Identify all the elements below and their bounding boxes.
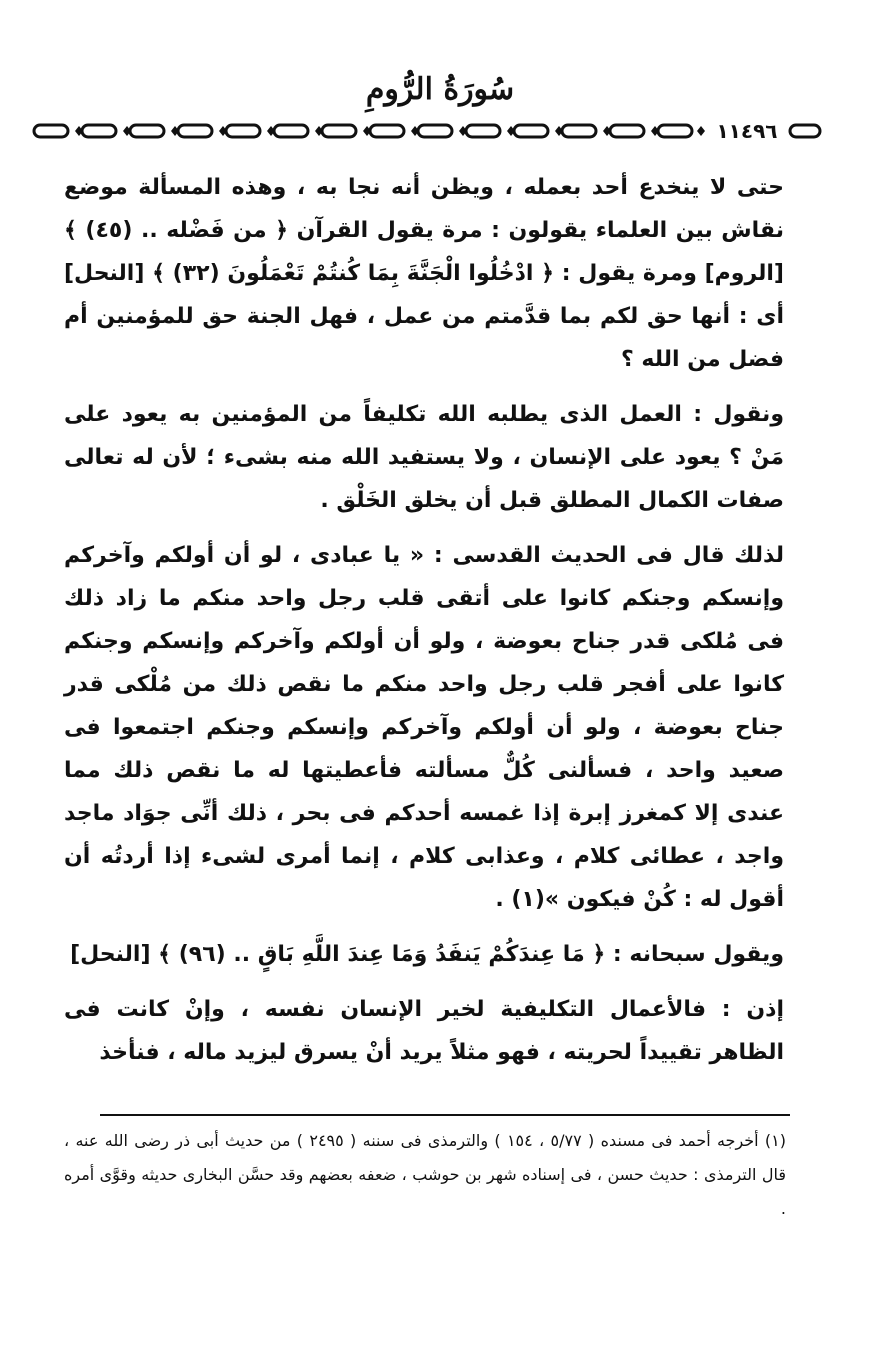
paragraph-1: حتى لا ينخدع أحد بعمله ، ويظن أنه نجا به ، وهذه المسألة موضع نقاش بين العلماء يقولون : مرة يقول القرآن ﴿ من فَضْله .. (٤٥) ﴾ [الروم] ومرة يقول : ﴿ ادْخُلُوا الْجَنَّةَ بِمَا كُنتُمْ تَعْمَلُونَ (٣٢) ﴾ [النحل] أى : أنها حق لكم بما قدَّمتم من عمل ، فهل الجنة حق للمؤمنين أم فضل من الله ؟ — [64, 175, 785, 372]
paragraph-2: ونقول : العمل الذى يطلبه الله تكليفاً من المؤمنين به يعود على مَنْ ؟ يعود على الإنسان ، ولا يستفيد الله منه بشىء ؛ لأن له تعالى صفات الكمال المطلق قبل أن يخلق الخَلْق . — [64, 402, 784, 513]
ornamental-chain-rule — [28, 118, 826, 144]
surah-title: سُورَةُ الرُّومِ — [365, 72, 515, 107]
footnote-separator — [100, 1114, 790, 1116]
footnote: (١) أخرجه أحمد فى مسنده ( ٥/٧٧ ، ١٥٤ ) والترمذى فى سننه ( ٢٤٩٥ ) من حديث أبى ذر رضى الله عنه ، قال الترمذى : حديث حسن ، فى إسناده شهر بن حوشب ، ضعفه بعضهم وقد حسَّن البخارى حديثه وقوَّى أمره . — [64, 1131, 787, 1218]
paragraph-4: ويقول سبحانه : ﴿ مَا عِندَكُمْ يَنفَدُ وَمَا عِندَ اللَّهِ بَاقٍ .. (٩٦) ﴾ [النحل] — [70, 942, 784, 967]
page-number: ١١٤٩٦ — [708, 116, 786, 146]
paragraph-5: إذن : فالأعمال التكليفية لخير الإنسان نفسه ، وإنْ كانت فى الظاهر تقييداً لحريته ، فهو مثلاً يريد أنْ يسرق ليزيد ماله ، فنأخذ — [64, 997, 784, 1065]
paragraph-3: لذلك قال فى الحديث القدسى : « يا عبادى ، لو أن أولكم وآخركم وإنسكم وجنكم كانوا على أتقى قلب رجل واحد منكم ما زاد ذلك فى مُلكى قدر جناح بعوضة ، ولو أن أولكم وآخركم وإنسكم وجنكم كانوا على أفجر قلب رجل واحد منكم ما نقص ذلك من مُلْكى قدر جناح بعوضة ، ولو أن أولكم وآخركم وإنسكم وجنكم اجتمعوا فى صعيد واحد ، فسألنى كُلٌّ مسألته فأعطيتها له ما نقص ذلك مما عندى إلا كمغرز إبرة إذا غمسه أحدكم فى بحر ، ذلك أنِّى جوَاد ماجد واجد ، عطائى كلام ، وعذابى كلام ، إنما أمرى لشىء إذا أردتُه أن أقول له : كُنْ فيكون »(١) . — [64, 543, 784, 912]
main-text — [64, 166, 784, 1086]
